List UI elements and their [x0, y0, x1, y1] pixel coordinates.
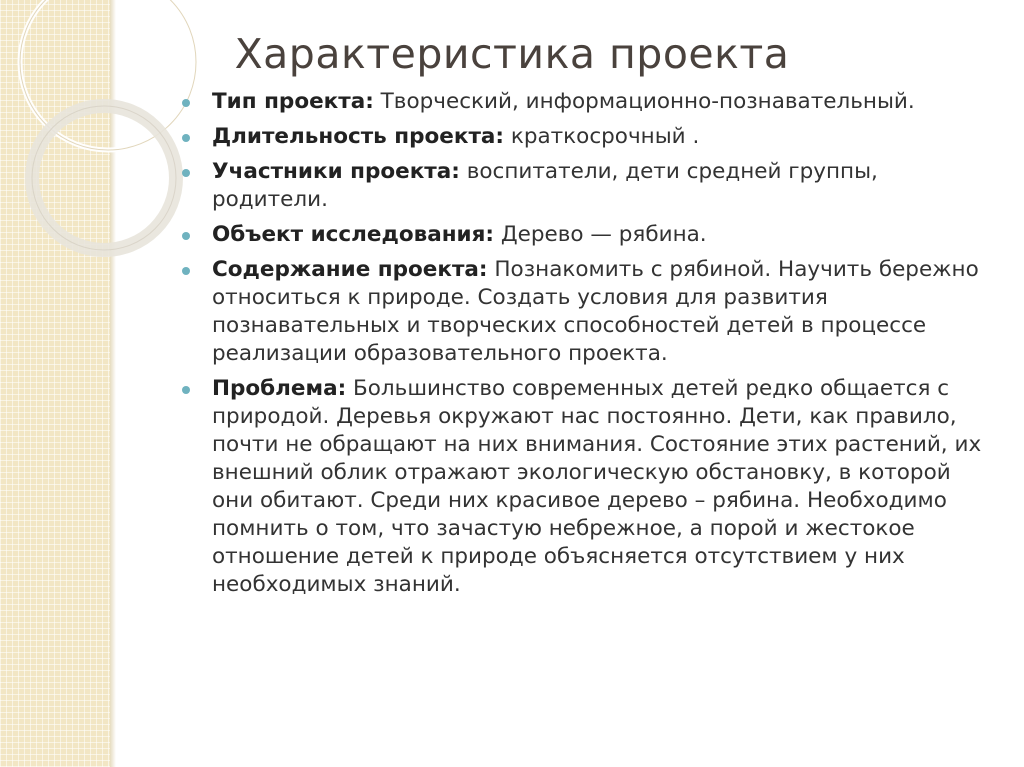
item-text: Творческий, информационно-познавательный. [373, 89, 915, 114]
item-text: Познакомить с рябиной. Научить бережно относиться к природе. Создать условия для развития познавательных и творческих способностей детей в процессе реализации образовательного проекта. [212, 257, 979, 366]
bullet-icon [182, 232, 190, 240]
slide-title: Характеристика проекта [234, 30, 790, 78]
bullet-icon [182, 169, 190, 177]
item-text: воспитатели, дети средней группы, родители. [212, 159, 878, 212]
item-label: Содержание проекта: [212, 257, 488, 282]
list-item [178, 88, 998, 116]
bullet-icon [182, 267, 190, 275]
item-text: Дерево — рябина. [494, 222, 707, 247]
list-item [178, 123, 998, 151]
list-item [178, 256, 998, 368]
bullet-icon [182, 99, 190, 107]
bullet-list [178, 88, 998, 606]
item-label: Тип проекта: [212, 89, 374, 114]
item-label: Проблема: [212, 376, 347, 401]
item-label: Длительность проекта: [212, 124, 505, 149]
item-label: Объект исследования: [212, 222, 495, 247]
bullet-icon [182, 134, 190, 142]
bullet-icon [182, 386, 190, 394]
item-label: Участники проекта: [212, 159, 460, 184]
item-text: Большинство современных детей редко общается с природой. Деревья окружают нас постоянно. Дети, как правило, почти не обращают на них внимания. Состояние этих растений, их внешний облик отражают экологическую обстановку, в которой они обитают. Среди них красивое дерево – рябина. Необходимо помнить о том, что зачастую небрежное, а порой и жестокое отношение детей к природе объясняется отсутствием у них необходимых знаний. [212, 376, 982, 597]
item-text: краткосрочный . [504, 124, 700, 149]
list-item [178, 221, 998, 249]
list-item [178, 375, 998, 599]
list-item [178, 158, 998, 214]
